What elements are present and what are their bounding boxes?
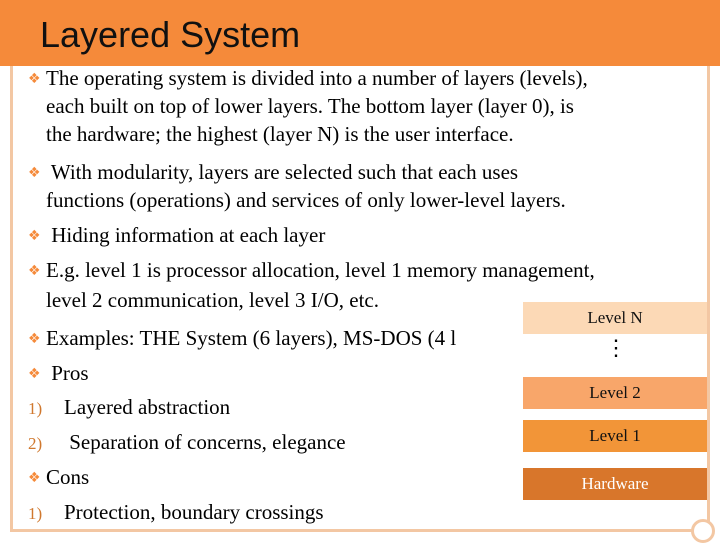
- title-bar: [0, 0, 720, 66]
- bullet-continuation: level 2 communication, level 3 I/O, etc.: [46, 288, 379, 312]
- bullet-icon: ❖: [28, 71, 41, 87]
- layer-level-n: Level N: [523, 302, 707, 334]
- slide-title: Layered System: [40, 14, 301, 55]
- bullet-icon: ❖: [28, 470, 41, 486]
- bullet-icon: ❖: [28, 228, 41, 244]
- item-number: 1): [28, 504, 43, 523]
- bullet-item: ❖ Hiding information at each layer: [28, 223, 326, 247]
- bullet-continuation: functions (operations) and services of only lower-level layers.: [46, 188, 566, 212]
- layer-level-1: Level 1: [523, 420, 707, 452]
- bullet-continuation: the hardware; the highest (layer N) is the user interface.: [46, 122, 514, 146]
- item-number: 1): [28, 399, 43, 418]
- numbered-item: 1) Layered abstraction: [28, 395, 231, 419]
- bullet-item: ❖ Pros: [28, 361, 89, 385]
- ellipsis-dots: ⋮: [605, 335, 627, 360]
- item-number: 2): [28, 434, 43, 453]
- bullet-item: ❖ Cons: [28, 465, 90, 489]
- frame-bottom-border: [10, 529, 710, 532]
- bullet-item: ❖ E.g. level 1 is processor allocation, level 1 memory management,: [28, 258, 595, 282]
- layer-level-2: Level 2: [523, 377, 707, 409]
- bullet-continuation: each built on top of lower layers. The bottom layer (layer 0), is: [46, 94, 574, 118]
- bullet-icon: ❖: [28, 165, 41, 181]
- bullet-icon: ❖: [28, 331, 41, 347]
- frame-left-border: [10, 66, 13, 532]
- numbered-item: 1) Protection, boundary crossings: [28, 500, 324, 524]
- bullet-icon: ❖: [28, 263, 41, 279]
- corner-circle-decoration: [691, 519, 715, 543]
- frame-right-border: [707, 66, 710, 532]
- bullet-icon: ❖: [28, 366, 41, 382]
- bullet-item: ❖ Examples: THE System (6 layers), MS-DOS (4 l: [28, 326, 457, 350]
- layer-hardware: Hardware: [523, 468, 707, 500]
- bullet-item: ❖ The operating system is divided into a number of layers (levels),: [28, 66, 588, 90]
- numbered-item: 2) Separation of concerns, elegance: [28, 430, 346, 454]
- bullet-item: ❖ With modularity, layers are selected such that each uses: [28, 160, 519, 184]
